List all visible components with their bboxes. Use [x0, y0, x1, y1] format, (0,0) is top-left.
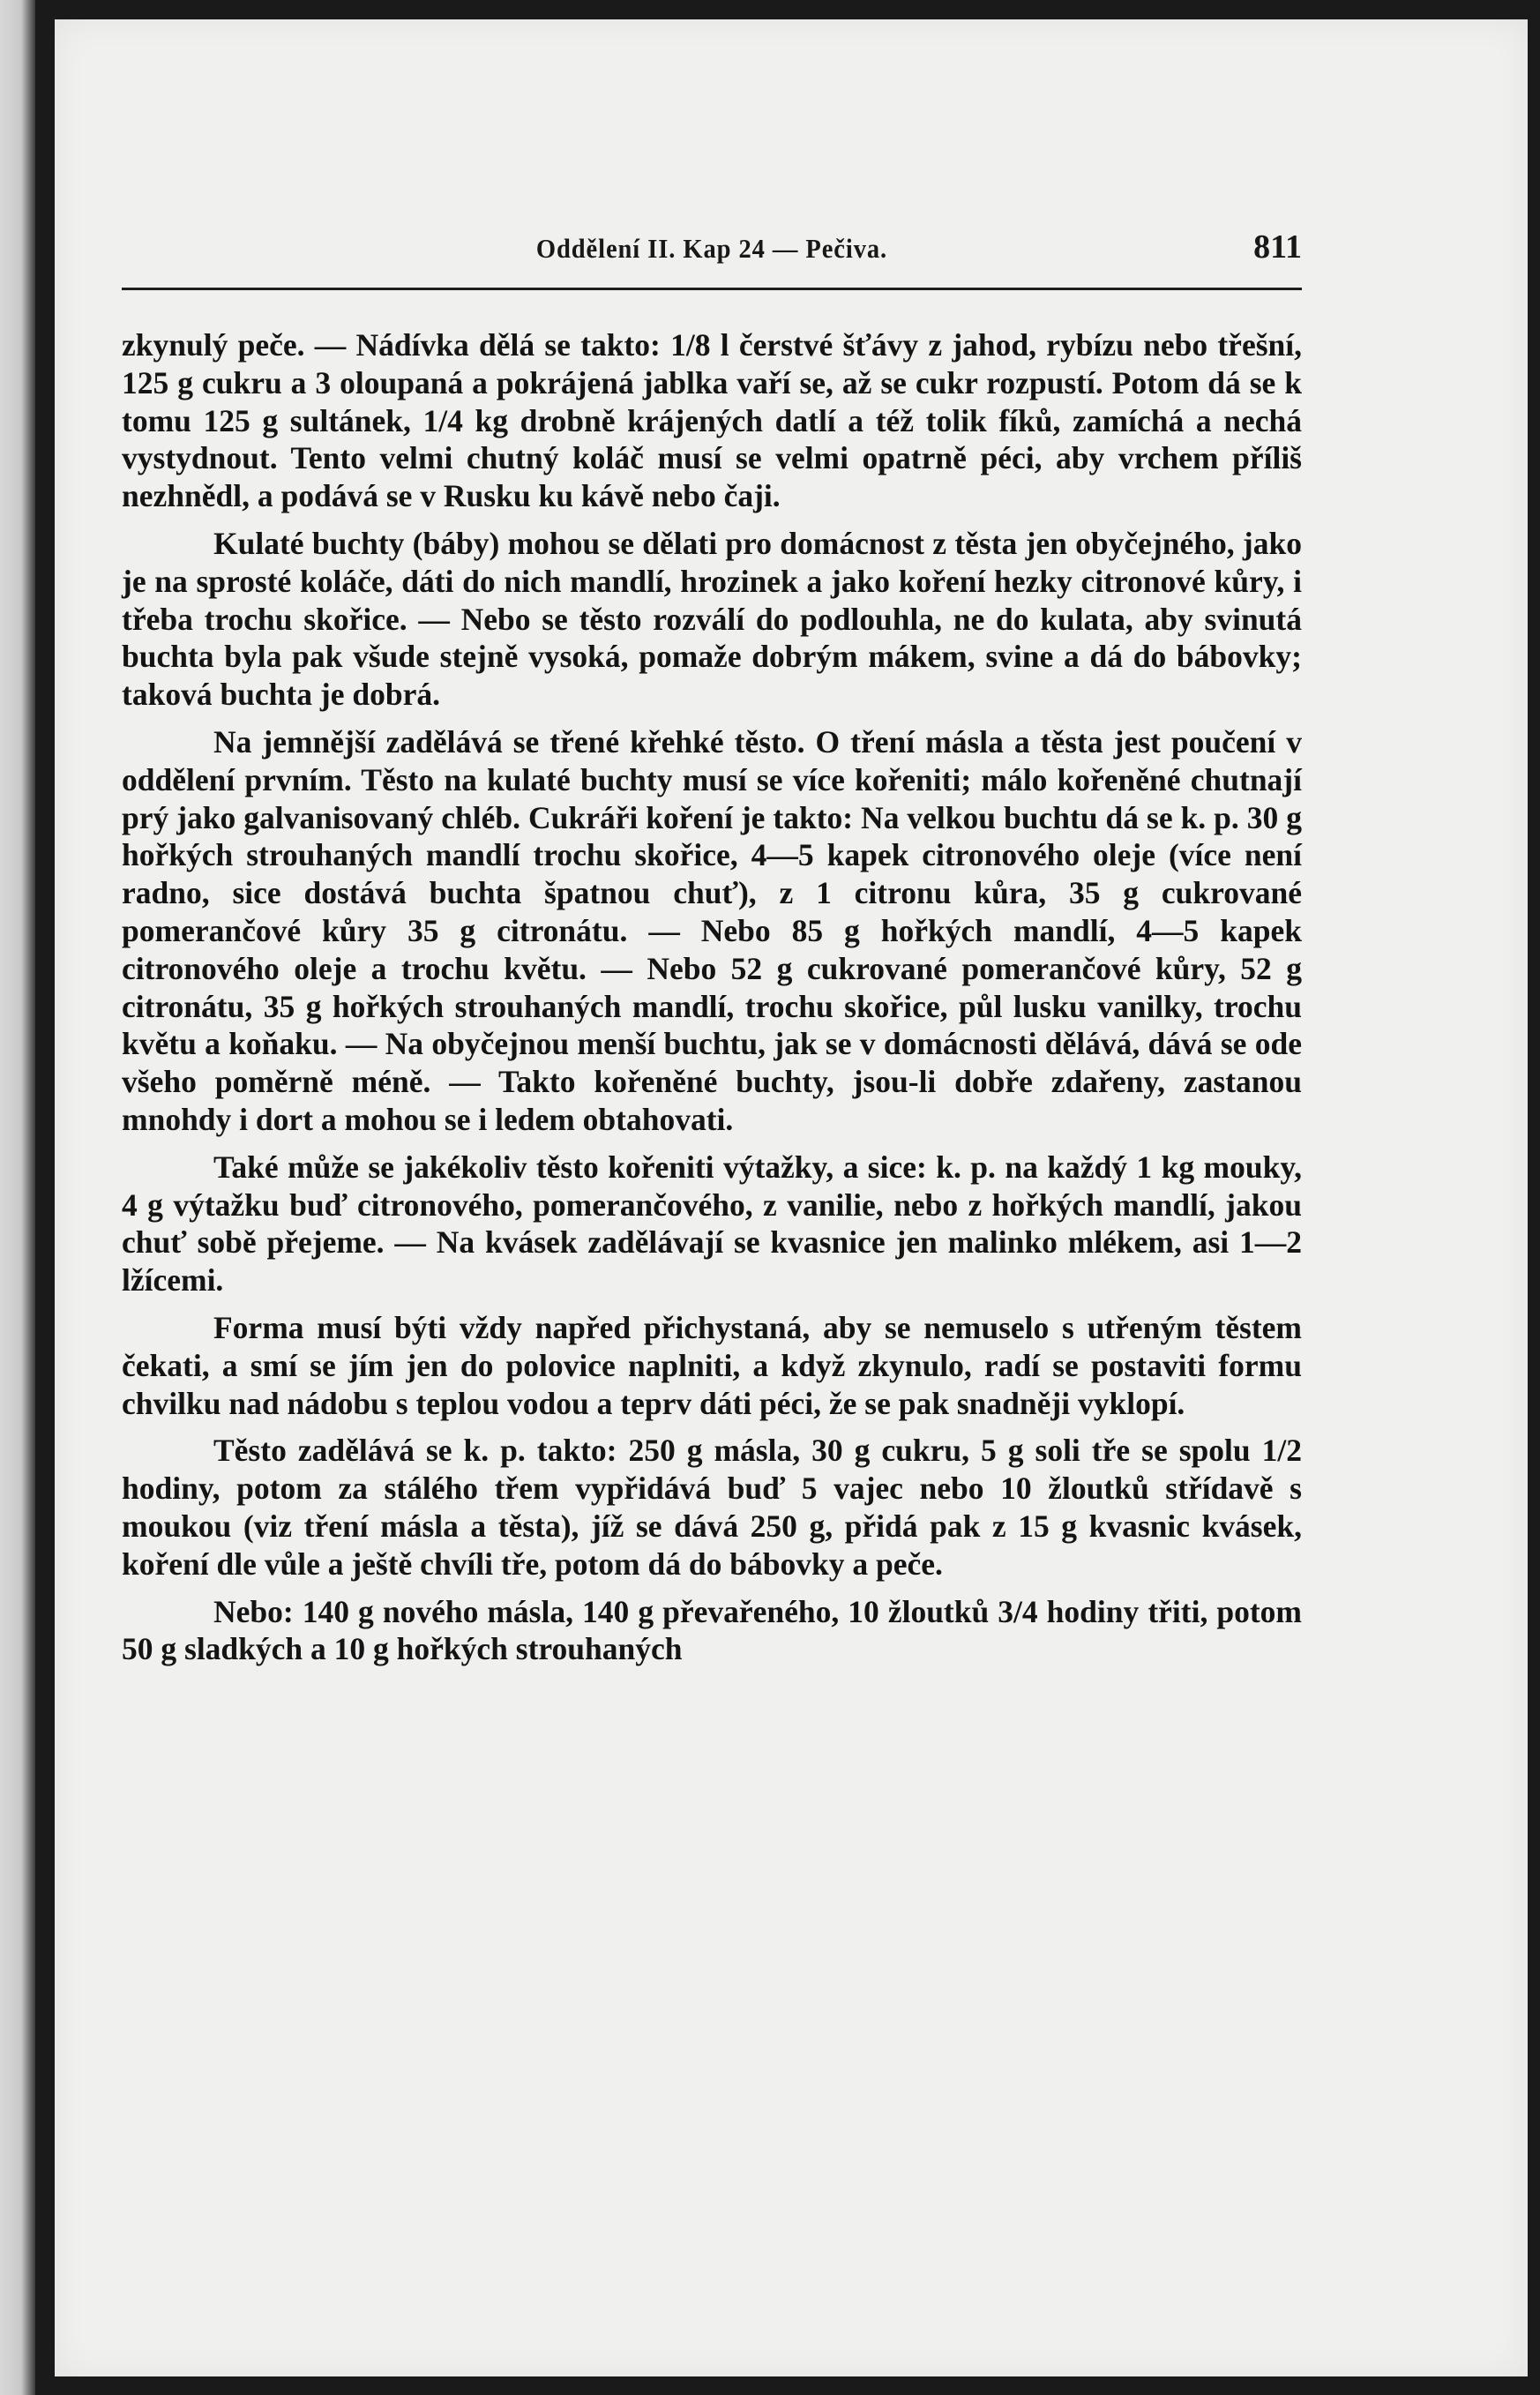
page-header: [122, 228, 1302, 281]
paragraph-mold: Forma musí býti vždy napřed přichystaná, aby se nemuselo s utřeným těstem čekati, a smí se jím jen do polovice naplniti, a když zkynulo, radí se postaviti formu chvilku nad nádobu s teplou vodou a teprv dáti péci, že se pak snadněji vyklopí.: [122, 1309, 1302, 1421]
paragraph-extracts: Také může se jakékoliv těsto kořeniti výtažky, a sice: k. p. na každý 1 kg mouky, 4 g výtažku buď citronového, pomerančového, z vanilie, nebo z hořkých mandlí, jakou chuť sobě přejeme. — Na kvásek zadělávají se kvasnice jen malinko mlékem, asi 1—2 lžícemi.: [122, 1149, 1302, 1299]
paragraph-alternative-recipe: Nebo: 140 g nového másla, 140 g převařeného, 10 žloutků 3/4 hodiny třiti, potom 50 g sladkých a 10 g hořkých strouhaných: [122, 1593, 1302, 1667]
body-text: [122, 326, 1302, 1678]
page-number: 811: [1253, 228, 1302, 266]
paragraph-filling-continuation: zkynulý peče. — Nádívka dělá se takto: 1/8 l čerstvé šťávy z jahod, rybízu nebo třešní, 125 g cukru a 3 oloupaná a pokrájená jablka vaří se, až se cukr rozpustí. Potom dá se k tomu 125 g sultánek, 1/4 kg drobně krájených datlí a též tolik fíků, zamíchá a nechá vystydnout. Tento velmi chutný koláč musí se velmi opatrně péci, aby vrchem příliš nezhnědl, a podává se v Rusku ku kávě nebo čaji.: [122, 327, 1302, 514]
running-title: Oddělení II. Kap 24 — Pečiva.: [535, 233, 888, 264]
paragraph-dough-recipe: Těsto zadělává se k. p. takto: 250 g másla, 30 g cukru, 5 g soli tře se spolu 1/2 hodiny, potom za stálého třem vypřidává buď 5 vajec nebo 10 žloutků střídavě s moukou (viz tření másla a těsta), jíž se dává 250 g, přidá pak z 15 g kvasnic kvásek, koření dle vůle a ještě chvíli tře, potom dá do bábovky a peče.: [122, 1433, 1302, 1582]
header-rule: [122, 288, 1302, 290]
paragraph-finer-dough: Na jemnější zadělává se třené křehké těsto. O tření másla a těsta jest poučení v oddělení prvním. Těsto na kulaté buchty musí se více kořeniti; málo kořeněné chutnají prý jako galvanisovaný chléb. Cukráři koření je takto: Na velkou buchtu dá se k. p. 30 g hořkých strouhaných mandlí trochu skořice, 4—5 kapek citronového oleje (více není radno, sice dostává buchta špatnou chuť), z 1 citronu kůra, 35 g cukrované pomerančové kůry 35 g citronátu. — Nebo 85 g hořkých mandlí, 4—5 kapek citronového oleje a trochu květu. — Nebo 52 g cukrované pomerančové kůry, 52 g citronátu, 35 g hořkých strouhaných mandlí, trochu skořice, půl lusku vanilky, trochu květu a koňaku. — Na obyčejnou menší buchtu, jak se v domácnosti dělává, dává se ode všeho poměrně méně. — Takto kořeněné buchty, jsou-li dobře zdařeny, zastanou mnohdy i dort a mohou se i ledem obtahovati.: [122, 723, 1302, 1137]
book-spine-edge: [0, 0, 35, 2395]
paragraph-round-buns: Kulaté buchty (báby) mohou se dělati pro domácnost z těsta jen obyčejného, jako je na sprosté koláče, dáti do nich mandlí, hrozinek a jako koření hezky citronové kůry, i třeba trochu skořice. — Nebo se těsto rozválí do podlouhla, ne do kulata, aby svinutá buchta byla pak všude stejně vysoká, pomaže dobrým mákem, svine a dá do bábovky; taková buchta je dobrá.: [122, 525, 1302, 713]
